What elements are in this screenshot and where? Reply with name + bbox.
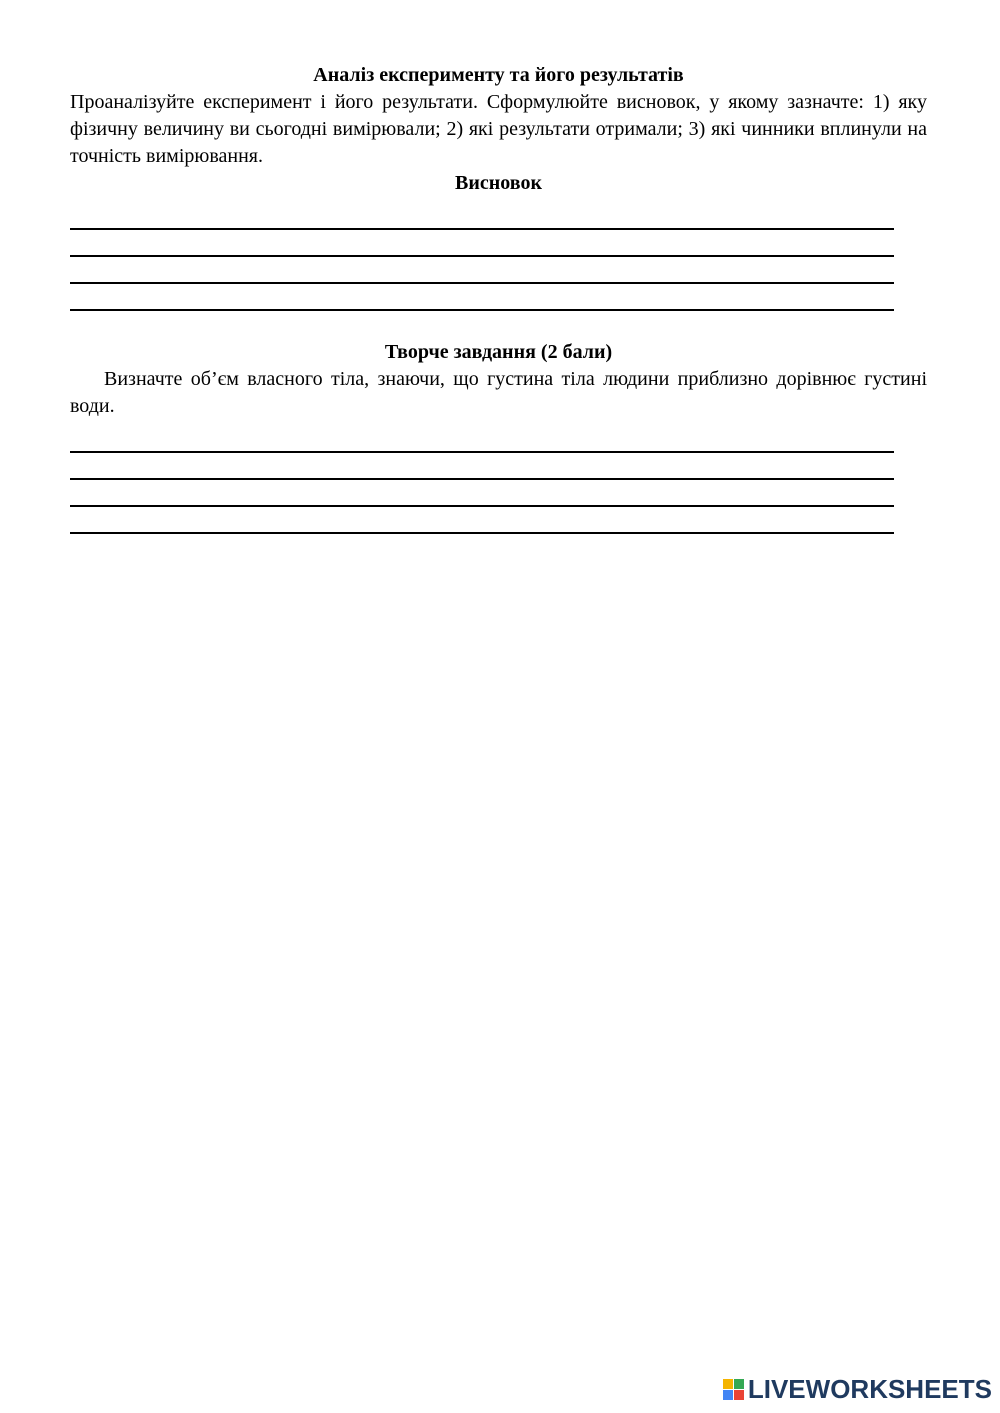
section-title-analysis: Аналіз експерименту та його результатів: [313, 64, 684, 86]
answer-line[interactable]: [70, 453, 894, 480]
liveworksheets-logo-icon: [723, 1379, 744, 1400]
analysis-instructions: Проаналізуйте експеримент і його результати. Сформулюйте висновок, у якому зазначте: 1) яку фізичну величину ви сьогодні вимірювали; 2) які результати отримали; 3) які чинники вплинули на точність вимірювання.: [70, 91, 927, 167]
liveworksheets-watermark: [723, 1374, 992, 1405]
section-title-creative-task: Творче завдання (2 бали): [384, 341, 613, 363]
answer-line[interactable]: [70, 426, 894, 453]
answer-line[interactable]: [70, 284, 894, 311]
answer-line[interactable]: [70, 257, 894, 284]
answer-line[interactable]: [70, 230, 894, 257]
answer-line[interactable]: [70, 203, 894, 230]
conclusion-title: Висновок: [455, 172, 542, 194]
worksheet-page: [70, 62, 927, 534]
conclusion-answer-area[interactable]: [70, 203, 894, 311]
logo-square: [734, 1390, 744, 1400]
watermark-text: LIVEWORKSHEETS: [747, 1374, 992, 1404]
answer-line[interactable]: [70, 480, 894, 507]
creative-task-answer-area[interactable]: [70, 426, 894, 534]
logo-square: [723, 1390, 733, 1400]
logo-square: [734, 1379, 744, 1389]
creative-task-instructions: Визначте об’єм власного тіла, знаючи, що густина тіла людини приблизно дорівнює густині води.: [70, 368, 927, 417]
logo-square: [723, 1379, 733, 1389]
answer-line[interactable]: [70, 507, 894, 534]
section-gap: [70, 311, 927, 339]
